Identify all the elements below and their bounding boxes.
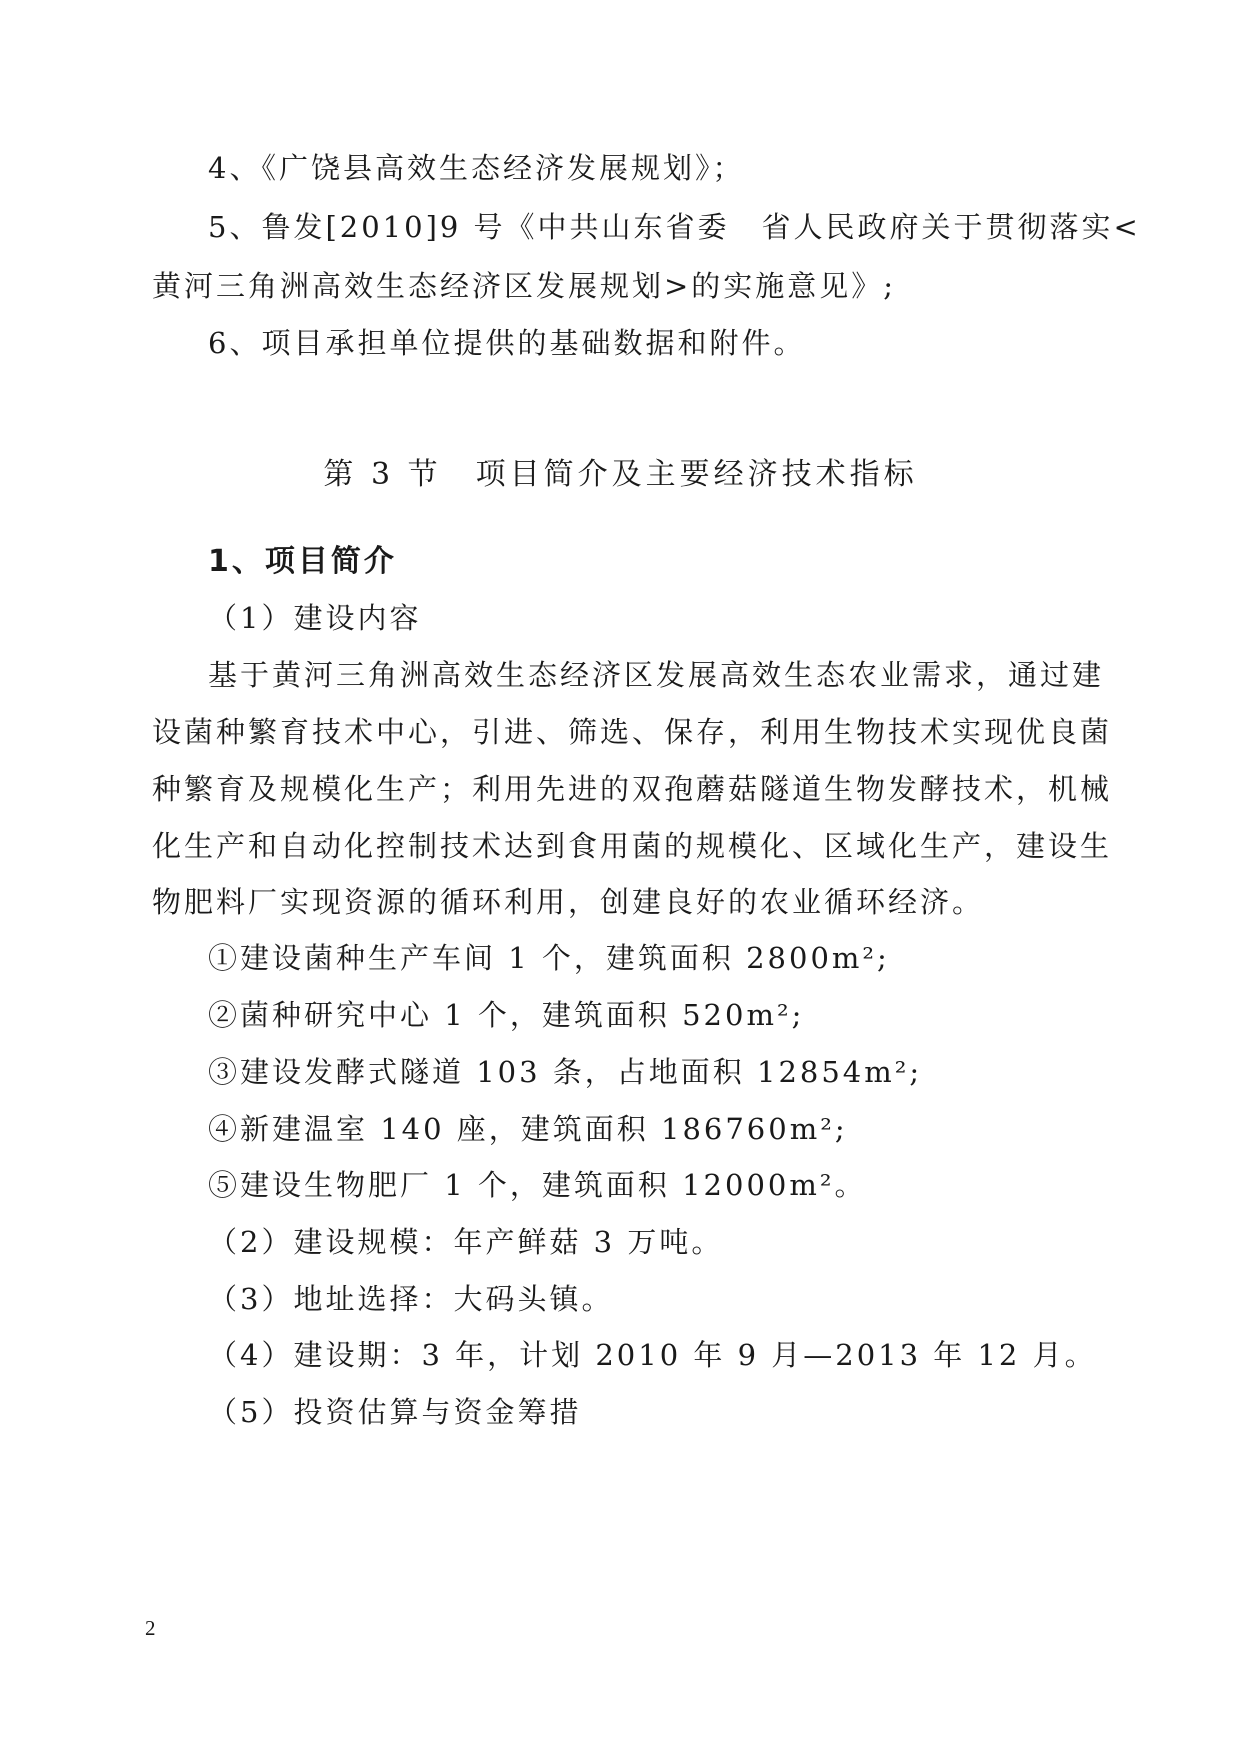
paragraph-line: 设菌种繁育技术中心，引进、筛选、保存，利用生物技术实现优良菌 [152,715,1113,749]
page-number: 2 [145,1616,156,1640]
reference-item-5: 5、鲁发[2010]9 号《中共山东省委 省人民政府关于贯彻落实< [208,210,1141,244]
paragraph-line: 种繁育及规模化生产；利用先进的双孢蘑菇隧道生物发酵技术，机械 [152,772,1113,806]
paragraph-line: 物肥料厂实现资源的循环利用，创建良好的农业循环经济。 [152,885,985,919]
construction-item: ⑤建设生物肥厂 1 个，建筑面积 12000m²。 [208,1168,867,1202]
reference-item-4: 4、《广饶县高效生态经济发展规划》； [208,151,745,185]
construction-item: ①建设菌种生产车间 1 个，建筑面积 2800m²; [208,941,890,975]
construction-scale: （2）建设规模：年产鲜菇 3 万吨。 [208,1225,724,1259]
paragraph-line: 化生产和自动化控制技术达到食用菌的规模化、区域化生产，建设生 [152,829,1113,863]
investment-heading: （5）投资估算与资金筹措 [208,1395,582,1429]
subsection-title: 1、项目简介 [208,544,397,579]
paragraph-line: 基于黄河三角洲高效生态经济区发展高效生态农业需求，通过建 [208,658,1105,692]
construction-item: ②菌种研究中心 1 个，建筑面积 520m²; [208,998,805,1032]
construction-content-heading: （1）建设内容 [208,601,422,635]
construction-item: ④新建温室 140 座，建筑面积 186760m²; [208,1112,848,1146]
section-title: 第 3 节 项目简介及主要经济技术指标 [323,457,918,492]
site-selection: （3）地址选择：大码头镇。 [208,1282,614,1316]
reference-item-6: 6、项目承担单位提供的基础数据和附件。 [208,326,806,360]
construction-item: ③建设发酵式隧道 103 条，占地面积 12854m²; [208,1055,923,1089]
reference-item-5-continued: 黄河三角洲高效生态经济区发展规划>的实施意见》; [152,269,897,303]
construction-period: （4）建设期：3 年，计划 2010 年 9 月—2013 年 12 月。 [208,1338,1097,1372]
